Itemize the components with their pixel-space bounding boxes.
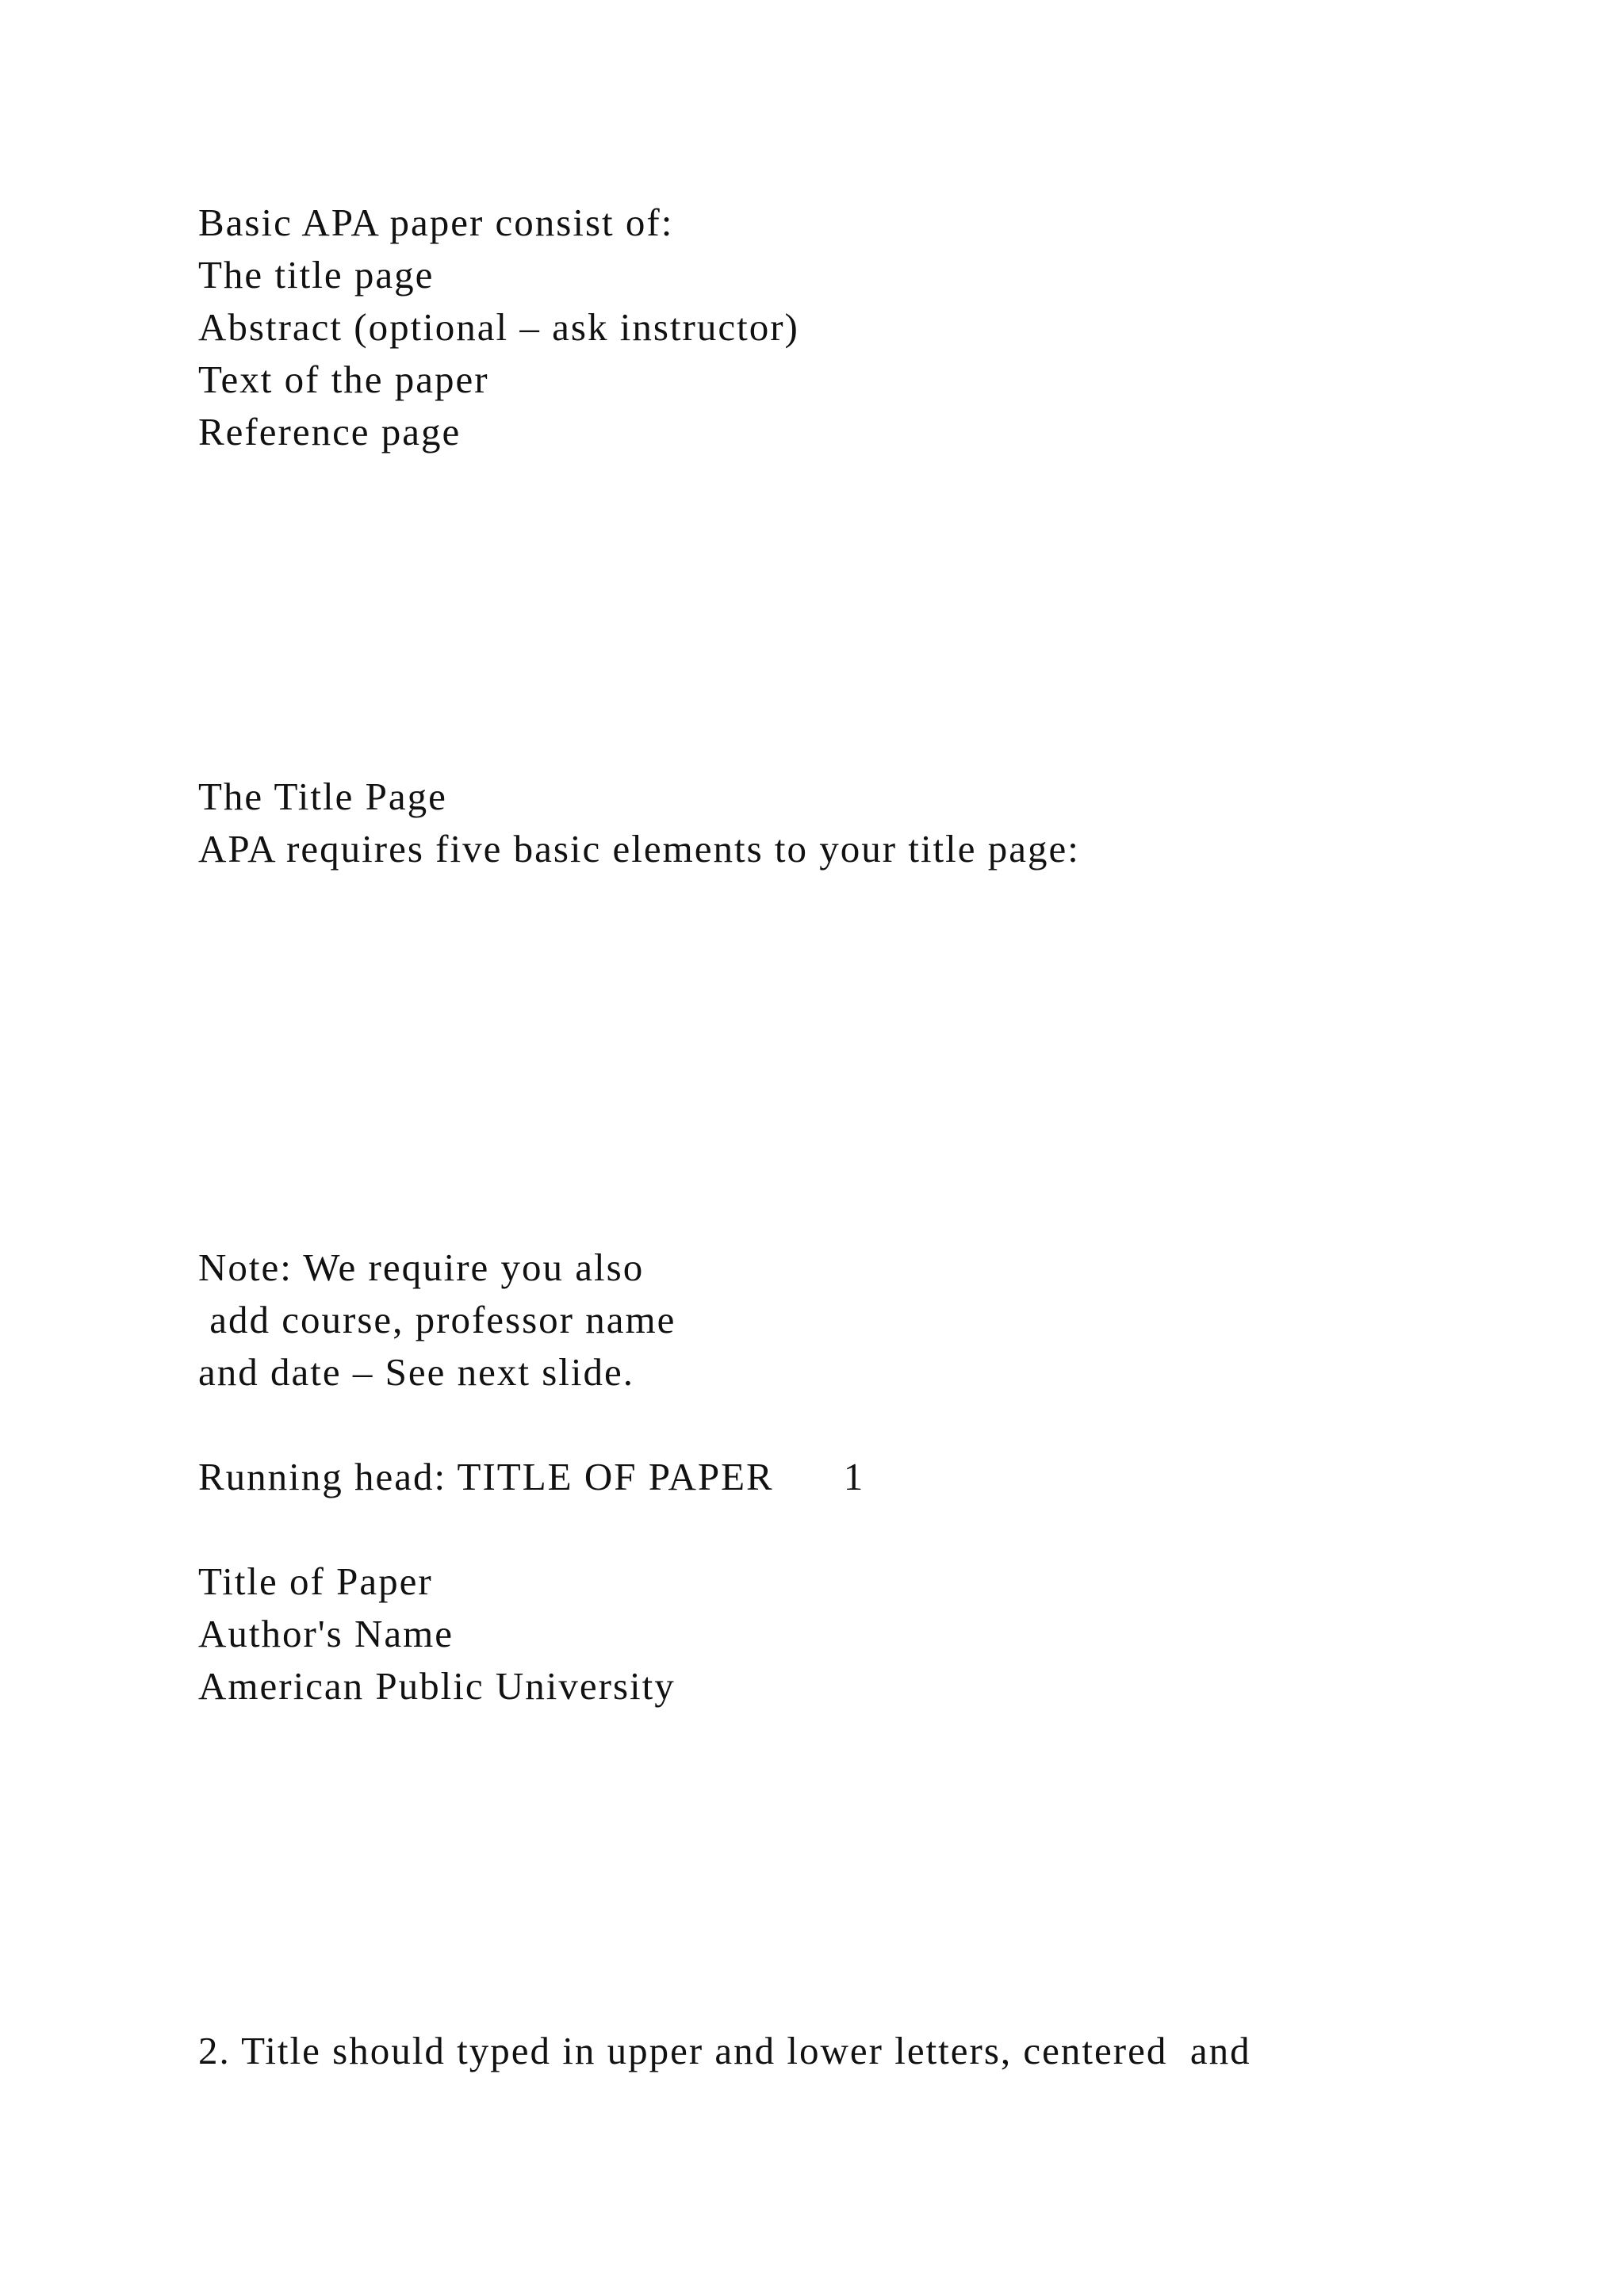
title-page-heading: The Title Page xyxy=(198,775,447,818)
sample-running-head-line xyxy=(198,1451,864,1503)
note-line-3: and date – See next slide. xyxy=(198,1350,635,1394)
intro-item-reference: Reference page xyxy=(198,410,462,453)
note-line-1: Note: We require you also xyxy=(198,1246,645,1289)
intro-item-text: Text of the paper xyxy=(198,358,489,401)
sample-running-head: Running head: TITLE OF PAPER xyxy=(198,1455,774,1498)
intro-item-abstract: Abstract (optional – ask instructor) xyxy=(198,305,799,349)
rule-2-text: 2. Title should typed in upper and lower letters, centered and xyxy=(198,2029,1251,2072)
intro-item-title-page: The title page xyxy=(198,253,435,297)
sample-title: Title of Paper xyxy=(198,1559,433,1603)
title-page-description: APA requires five basic elements to your title page: xyxy=(198,827,1080,871)
sample-page-number: 1 xyxy=(843,1455,865,1498)
intro-heading: Basic APA paper consist of: xyxy=(198,201,674,244)
sample-institution: American Public University xyxy=(198,1664,676,1708)
note-line-2: add course, professor name xyxy=(198,1298,676,1341)
sample-author: Author's Name xyxy=(198,1612,454,1655)
